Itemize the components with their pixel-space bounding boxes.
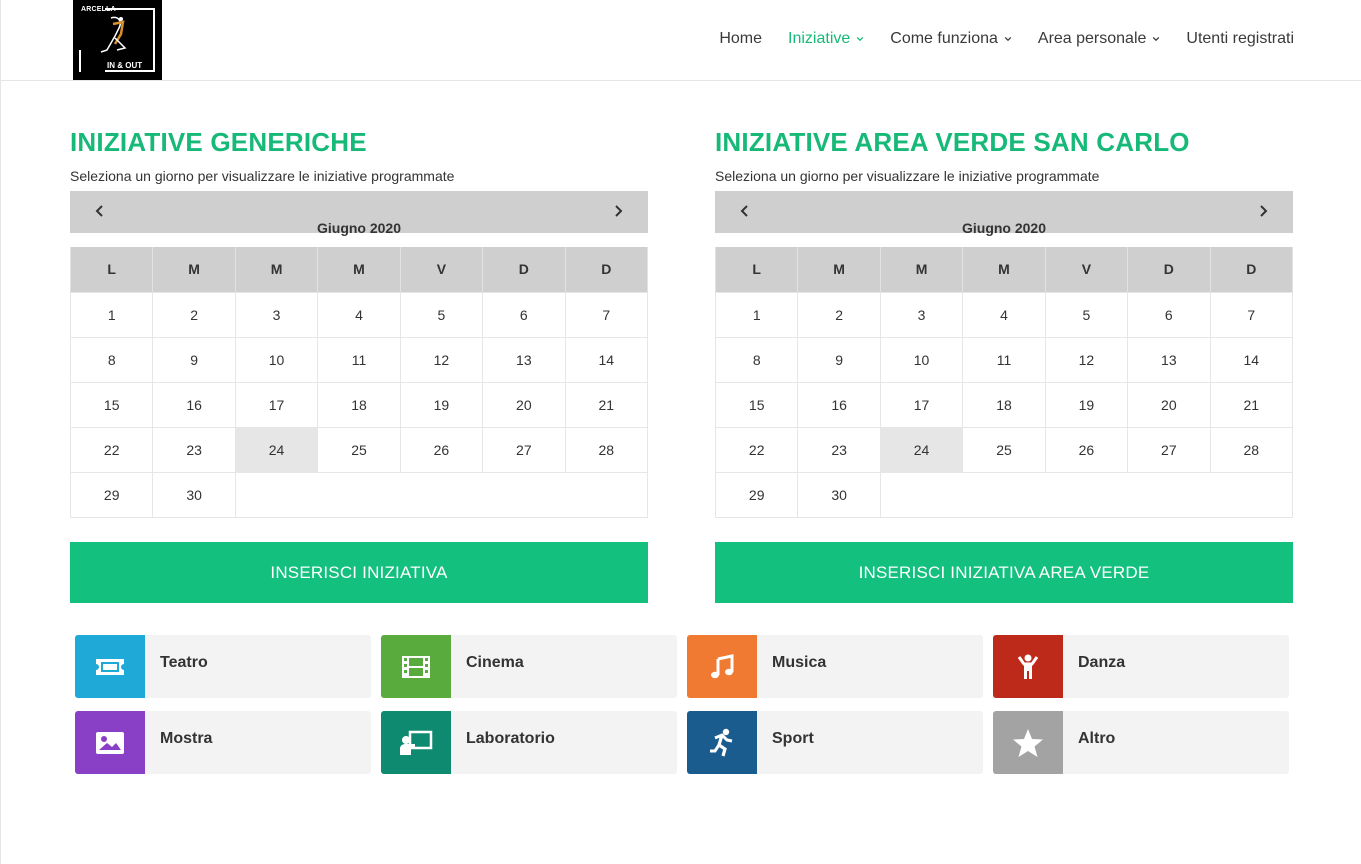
calendar-day-cell[interactable]: 21 xyxy=(1210,382,1292,427)
calendar-day-cell[interactable]: 24 xyxy=(880,427,962,472)
calendar-day-cell[interactable]: 4 xyxy=(318,292,400,337)
category-cinema[interactable] xyxy=(381,635,677,698)
calendar-day-cell[interactable]: 26 xyxy=(400,427,482,472)
calendar-day-cell[interactable]: 15 xyxy=(71,382,153,427)
chevron-down-icon xyxy=(1152,35,1160,43)
category-icon-box xyxy=(381,711,451,774)
calendar-day-cell[interactable]: 5 xyxy=(1045,292,1127,337)
nav-item-label: Area personale xyxy=(1037,30,1147,47)
calendar-day-cell[interactable]: 8 xyxy=(716,337,798,382)
weekday-header: M xyxy=(153,247,235,292)
calendar-day-cell[interactable]: 21 xyxy=(565,382,647,427)
calendar-day-cell[interactable]: 16 xyxy=(798,382,880,427)
calendar-day-cell[interactable]: 23 xyxy=(153,427,235,472)
logo-frame-left xyxy=(79,50,81,72)
inserisci-iniziativa-area-verde-button[interactable]: INSERISCI INIZIATIVA AREA VERDE xyxy=(715,542,1293,603)
calendar-day-cell[interactable]: 25 xyxy=(963,427,1045,472)
calendar-day-cell[interactable]: 20 xyxy=(483,382,565,427)
calendar-week-row xyxy=(716,337,1293,382)
calendar-day-cell[interactable]: 28 xyxy=(565,427,647,472)
calendar-day-cell[interactable]: 17 xyxy=(235,382,317,427)
calendar-day-cell[interactable]: 15 xyxy=(716,382,798,427)
main-nav xyxy=(693,30,1294,48)
category-label: Cinema xyxy=(466,654,524,671)
nav-item-come-funziona[interactable] xyxy=(890,30,1012,48)
nav-item-label: Home xyxy=(719,30,763,47)
calendar-day-cell[interactable]: 11 xyxy=(318,337,400,382)
calendar-day-cell[interactable]: 22 xyxy=(716,427,798,472)
calendar-day-cell[interactable]: 29 xyxy=(716,472,798,517)
calendar-day-cell[interactable]: 30 xyxy=(153,472,235,517)
category-mostra[interactable] xyxy=(75,711,371,774)
calendar-day-cell[interactable]: 10 xyxy=(880,337,962,382)
nav-item-area-personale[interactable] xyxy=(1038,30,1161,48)
category-icon-box xyxy=(381,635,451,698)
inserisci-iniziativa-button[interactable]: INSERISCI INIZIATIVA xyxy=(70,542,648,603)
weekday-header: M xyxy=(880,247,962,292)
logo-text-bottom: IN & OUT xyxy=(107,61,143,70)
category-icon-box xyxy=(75,635,145,698)
nav-item-utenti-registrati[interactable] xyxy=(1186,30,1294,48)
film-icon xyxy=(401,655,431,679)
site-header xyxy=(1,0,1361,81)
calendar-day-cell[interactable]: 18 xyxy=(318,382,400,427)
calendar-day-cell[interactable]: 6 xyxy=(1128,292,1210,337)
weekday-header: V xyxy=(1045,247,1127,292)
calendar-day-cell[interactable]: 19 xyxy=(1045,382,1127,427)
category-label: Teatro xyxy=(160,654,208,671)
weekday-row xyxy=(71,247,648,292)
category-sport[interactable] xyxy=(687,711,983,774)
calendar-week-row xyxy=(71,472,648,517)
calendar-month-label: Giugno 2020 xyxy=(961,220,1047,236)
calendar-day-cell[interactable]: 2 xyxy=(153,292,235,337)
calendar-day-cell[interactable]: 13 xyxy=(483,337,565,382)
calendar-day-cell[interactable]: 29 xyxy=(71,472,153,517)
presentation-icon xyxy=(399,730,433,756)
chevron-left-icon[interactable] xyxy=(737,203,753,219)
calendar-day-cell[interactable]: 19 xyxy=(400,382,482,427)
calendar-day-cell[interactable]: 22 xyxy=(71,427,153,472)
calendar-day-cell[interactable]: 1 xyxy=(71,292,153,337)
weekday-header: M xyxy=(318,247,400,292)
chevron-left-icon[interactable] xyxy=(92,203,108,219)
weekday-header: L xyxy=(71,247,153,292)
calendar-empty-cell xyxy=(880,472,1292,517)
calendar-subtitle: Seleziona un giorno per visualizzare le iniziative programmate xyxy=(70,168,455,184)
calendar-week-row xyxy=(716,292,1293,337)
ticket-icon xyxy=(94,656,126,678)
calendar-day-cell[interactable]: 7 xyxy=(1210,292,1292,337)
calendar-day-cell[interactable]: 27 xyxy=(483,427,565,472)
calendar-subtitle: Seleziona un giorno per visualizzare le iniziative programmate xyxy=(715,168,1100,184)
chevron-right-icon[interactable] xyxy=(610,203,626,219)
calendar-day-cell[interactable]: 18 xyxy=(963,382,1045,427)
calendar-empty-cell xyxy=(235,472,647,517)
nav-item-label: Utenti registrati xyxy=(1186,30,1294,47)
calendar-day-cell[interactable]: 17 xyxy=(880,382,962,427)
image-icon xyxy=(95,731,125,755)
calendar-day-cell[interactable]: 14 xyxy=(565,337,647,382)
calendar-day-cell[interactable]: 5 xyxy=(400,292,482,337)
calendar-day-cell[interactable]: 20 xyxy=(1128,382,1210,427)
weekday-header: D xyxy=(483,247,565,292)
calendar-day-cell[interactable]: 2 xyxy=(798,292,880,337)
runner-icon xyxy=(709,728,735,758)
category-altro[interactable] xyxy=(993,711,1289,774)
weekday-header: M xyxy=(798,247,880,292)
calendar-grid xyxy=(715,247,1293,518)
calendar-month-header xyxy=(715,191,1293,236)
category-label: Altro xyxy=(1078,730,1116,747)
weekday-header: D xyxy=(565,247,647,292)
calendar-day-cell[interactable]: 9 xyxy=(798,337,880,382)
logo-text-top: ARCELLA xyxy=(81,6,116,13)
calendar-day-cell[interactable]: 25 xyxy=(318,427,400,472)
category-laboratorio[interactable] xyxy=(381,711,677,774)
category-teatro[interactable] xyxy=(75,635,371,698)
category-icon-box xyxy=(993,635,1063,698)
calendar-week-row xyxy=(71,337,648,382)
category-danza[interactable] xyxy=(993,635,1289,698)
weekday-header: M xyxy=(963,247,1045,292)
calendar-day-cell[interactable]: 24 xyxy=(235,427,317,472)
nav-item-label: Come funziona xyxy=(890,30,998,47)
weekday-header: L xyxy=(716,247,798,292)
nav-item-label: Iniziative xyxy=(788,30,851,47)
calendar-day-cell[interactable]: 12 xyxy=(400,337,482,382)
calendar-title: INIZIATIVE GENERICHE xyxy=(70,127,367,157)
calendar-day-cell[interactable]: 11 xyxy=(963,337,1045,382)
calendar-title: INIZIATIVE AREA VERDE SAN CARLO xyxy=(715,127,1190,157)
nav-item-home[interactable] xyxy=(719,30,762,48)
calendar-day-cell[interactable]: 30 xyxy=(798,472,880,517)
category-label: Danza xyxy=(1078,654,1126,671)
calendar-week-row xyxy=(716,472,1293,517)
music-note-icon xyxy=(709,654,735,680)
category-icon-box xyxy=(687,635,757,698)
calendar-day-cell[interactable]: 3 xyxy=(235,292,317,337)
weekday-row xyxy=(716,247,1293,292)
calendar-generiche xyxy=(70,127,648,518)
calendar-day-cell[interactable]: 14 xyxy=(1210,337,1292,382)
calendar-week-row xyxy=(71,292,648,337)
logo-figure-icon xyxy=(93,14,133,56)
category-label: Musica xyxy=(772,654,827,671)
calendar-day-cell[interactable]: 23 xyxy=(798,427,880,472)
calendar-day-cell[interactable]: 10 xyxy=(235,337,317,382)
calendar-day-cell[interactable]: 8 xyxy=(71,337,153,382)
calendar-day-cell[interactable]: 3 xyxy=(880,292,962,337)
weekday-header: D xyxy=(1210,247,1292,292)
chevron-down-icon xyxy=(1004,35,1012,43)
category-icon-box xyxy=(993,711,1063,774)
calendar-week-row xyxy=(716,382,1293,427)
calendar-month-label: Giugno 2020 xyxy=(316,220,402,236)
calendar-week-row xyxy=(71,427,648,472)
calendar-grid xyxy=(70,247,648,518)
calendar-week-row xyxy=(71,382,648,427)
category-label: Mostra xyxy=(160,730,213,747)
calendar-day-cell[interactable]: 16 xyxy=(153,382,235,427)
calendar-day-cell[interactable]: 4 xyxy=(963,292,1045,337)
star-icon xyxy=(1012,728,1044,758)
nav-item-iniziative[interactable] xyxy=(788,30,864,48)
category-label: Laboratorio xyxy=(466,730,555,747)
calendar-area-verde xyxy=(715,127,1293,518)
calendar-month-header xyxy=(70,191,648,236)
site-logo[interactable] xyxy=(73,0,162,80)
dancer-icon xyxy=(1016,653,1040,681)
chevron-right-icon[interactable] xyxy=(1255,203,1271,219)
calendar-day-cell[interactable]: 28 xyxy=(1210,427,1292,472)
weekday-header: M xyxy=(235,247,317,292)
category-label: Sport xyxy=(772,730,814,747)
category-icon-box xyxy=(75,711,145,774)
calendar-day-cell[interactable]: 7 xyxy=(565,292,647,337)
calendar-day-cell[interactable]: 12 xyxy=(1045,337,1127,382)
calendar-day-cell[interactable]: 9 xyxy=(153,337,235,382)
weekday-header: V xyxy=(400,247,482,292)
calendar-week-row xyxy=(716,427,1293,472)
calendar-day-cell[interactable]: 6 xyxy=(483,292,565,337)
chevron-down-icon xyxy=(856,35,864,43)
category-icon-box xyxy=(687,711,757,774)
calendar-day-cell[interactable]: 1 xyxy=(716,292,798,337)
category-musica[interactable] xyxy=(687,635,983,698)
calendar-day-cell[interactable]: 27 xyxy=(1128,427,1210,472)
calendar-day-cell[interactable]: 26 xyxy=(1045,427,1127,472)
weekday-header: D xyxy=(1128,247,1210,292)
calendar-day-cell[interactable]: 13 xyxy=(1128,337,1210,382)
